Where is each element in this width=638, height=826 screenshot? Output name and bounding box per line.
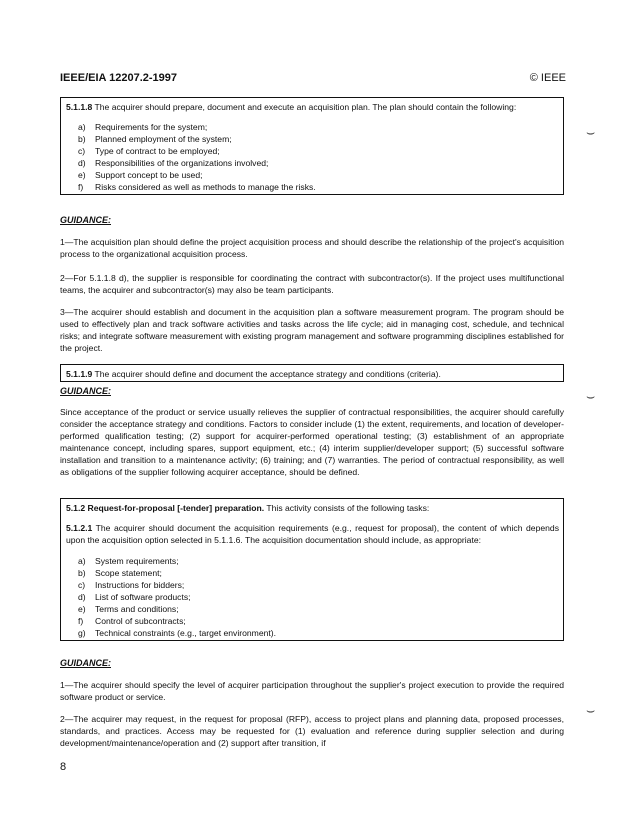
list-item: e) Support concept to be used; <box>78 170 203 180</box>
list-item: c) Instructions for bidders; <box>78 580 185 590</box>
guidance-note-3: 3—The acquirer should establish and document in the acquisition plan a software measurement program. The program should be used to effectively plan and track software activities and tasks across the life cycle; aid in managing cost, schedule, and technical risks; and integrate software measurement with existing program management and software programming disciplines established for the project. <box>60 307 564 353</box>
list-item: d) Responsibilities of the organizations involved; <box>78 158 269 168</box>
margin-mark: ⌣ <box>586 702 596 718</box>
header-standard-id: IEEE/EIA 12207.2-1997 <box>60 72 178 84</box>
margin-mark: ⌣ <box>586 388 596 404</box>
list-item: d) List of software products; <box>78 592 191 602</box>
acquisition-documentation-list <box>66 555 559 639</box>
list-item: g) Technical constraints (e.g., target environment). <box>78 628 277 638</box>
guidance-note-1: 1—The acquisition plan should define the project acquisition process and should describe the relationship of the project's acquisition process to the organizational acquisition process. <box>60 237 564 259</box>
guidance-heading: GUIDANCE: <box>60 386 111 396</box>
list-item: b) Planned employment of the system; <box>78 134 232 144</box>
list-item: a) Requirements for the system; <box>78 122 208 132</box>
guidance-note-2: 2—For 5.1.1.8 d), the supplier is responsible for coordinating the contract with subcontractor(s). If the project uses multifunctional teams, the acquirer and subcontractor(s) may also be team participants. <box>60 273 564 295</box>
guidance-heading: GUIDANCE: <box>60 215 111 225</box>
guidance-rfp-access-note: 2—The acquirer may request, in the request for proposal (RFP), access to project plans and planning data, proposed processes, standards, and practices. Access may be requested for (1) evaluation and reference during supplier selection and during development/maintenance/operation and (2) support after transition, if <box>60 714 564 748</box>
page-number: 8 <box>60 761 67 773</box>
clause-5-1-2-box <box>60 498 564 641</box>
list-item: a) System requirements; <box>78 556 179 566</box>
clause-5-1-1-9-text: 5.1.1.9 The acquirer should define and document the acceptance strategy and conditions (criteria). <box>66 369 441 379</box>
guidance-acceptance-paragraph: Since acceptance of the product or service usually relieves the supplier of contractual responsibilities, the acquirer should carefully consider the acceptance strategy and conditions. Factors to consider include (1) the extent, requirements, and location of developer-performed qualification testing; (2) support for acquirer-performed operational testing; (3) establishment of an appropriate maintenance concept, including spares, support equipment, etc.; (4) interim supplier/developer support; (5) successful software installation and transition to a maintenance activity; (6) training; and (7) warranties. The period of contractual responsibility, as well as obligations of the supplier following acquirer acceptance, should be defined. <box>60 407 564 477</box>
margin-mark: ⌣ <box>586 124 596 140</box>
list-item: e) Terms and conditions; <box>78 604 179 614</box>
acquisition-plan-list <box>66 121 559 193</box>
clause-5-1-1-9-box <box>60 364 564 382</box>
list-item: b) Scope statement; <box>78 568 162 578</box>
guidance-heading: GUIDANCE: <box>60 658 111 668</box>
clause-5-1-1-8-box <box>60 97 564 195</box>
header-copyright: © IEEE <box>529 72 566 84</box>
guidance-participation-note: 1—The acquirer should specify the level of acquirer participation throughout the supplier's project execution to provide the required software product or service. <box>60 680 564 702</box>
clause-5-1-2-1-text: 5.1.2.1 The acquirer should document the acquisition requirements (e.g., request for proposal), the content of which depends upon the acquisition option selected in 5.1.1.6. The acquisition documentation should include, as appropriate: <box>66 523 559 545</box>
clause-5-1-1-8-text: 5.1.1.8 The acquirer should prepare, document and execute an acquisition plan. The plan should contain the following: <box>66 102 517 112</box>
list-item: f) Control of subcontracts; <box>78 616 186 626</box>
list-item: c) Type of contract to be employed; <box>78 146 220 156</box>
clause-5-1-2-heading: 5.1.2 Request-for-proposal [-tender] preparation. This activity consists of the following tasks: <box>66 503 430 513</box>
list-item: f) Risks considered as well as methods to manage the risks. <box>78 182 316 192</box>
